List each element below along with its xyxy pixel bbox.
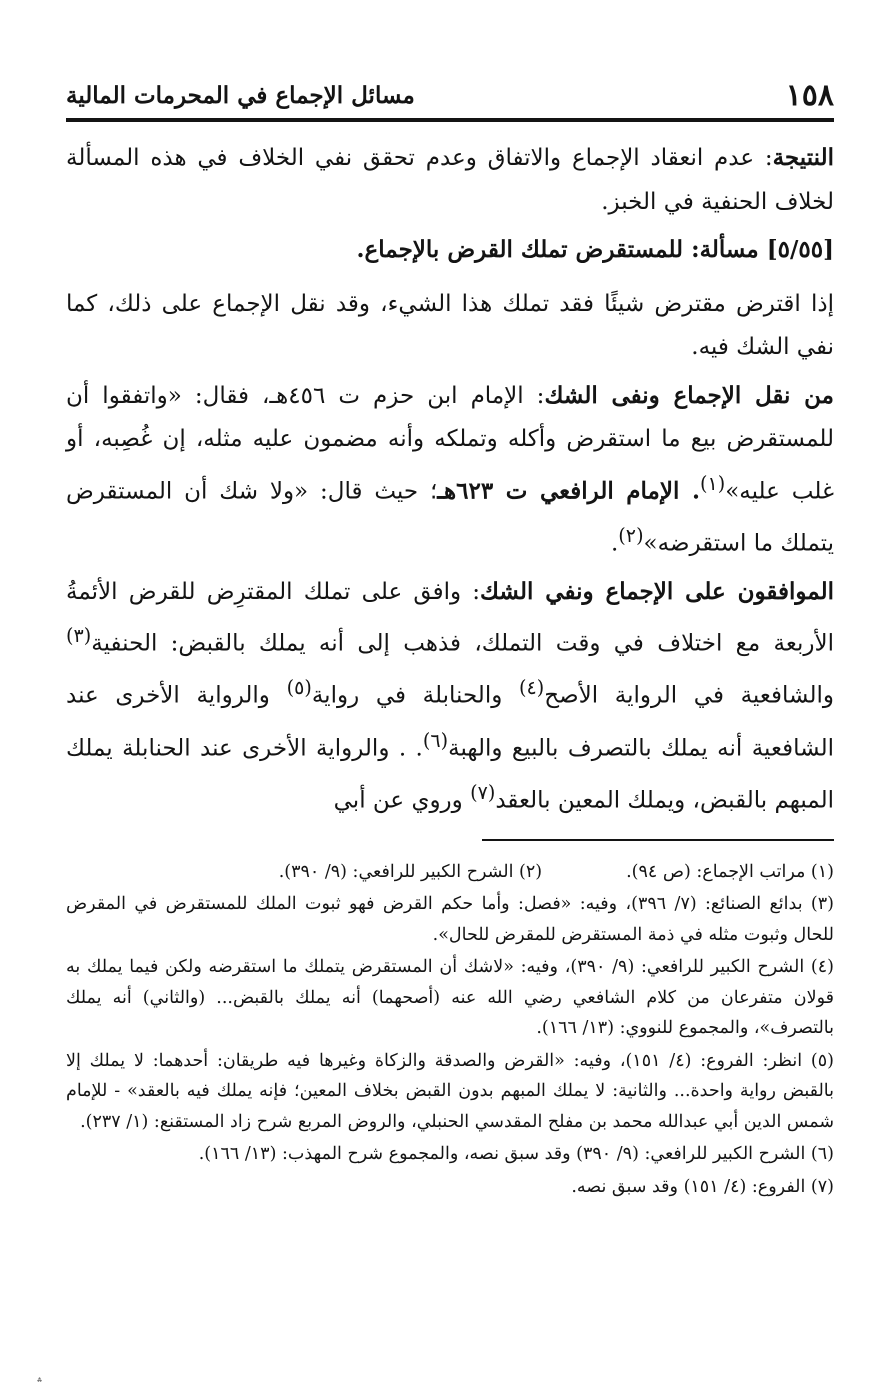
- footnote-ref-5[interactable]: (٥): [286, 676, 312, 700]
- transmitters-text-c: ؛ حيث قال: «ولا شك أن المستقرض يتملك ما استقرضه»: [66, 478, 834, 557]
- page-number: ١٥٨: [785, 78, 834, 113]
- footnote-ref-6[interactable]: (٦): [422, 728, 449, 752]
- paragraph-consensus-transmitters: [66, 374, 834, 566]
- footnote-1: (١) مراتب الإجماع: (ص ٩٤).: [626, 861, 834, 882]
- footnotes: [66, 857, 834, 1203]
- transmitters-end: .: [610, 530, 619, 557]
- footnote-ref-3[interactable]: (٣): [66, 624, 92, 648]
- transmitters-text-a: : الإمام ابن حزم ت ٤٥٦هـ، فقال: «واتفقوا أن للمستقرض بيع ما استقرض وأكله وتملكه وأنه مضمون عليه مثله، إن غُصِبه، أو غلب عليه»: [66, 382, 834, 505]
- paragraph-agreeing-scholars: [66, 570, 834, 823]
- paragraph-intro: إذا اقترض مقترض شيئًا فقد تملك هذا الشيء، وقد نقل الإجماع على ذلك، كما نفي الشك فيه.: [66, 290, 834, 360]
- result-label: النتيجة: [772, 144, 834, 171]
- footnote-5: (٥) انظر: الفروع: (٤/ ١٥١)، وفيه: «القرض والصدقة والزكاة وغيرها فيه طريقان: أحدهما: لا يملك إلا بالقبض رواية واحدة... والثانية: لا يملك المبهم بدون القبض بخلاف المعين؛ فإنه يملك فيه بالعقد» - للإمام شمس الدين أبي عبدالله محمد بن مفلح المقدسي الحنبلي، والروض المربع شرح زاد المستقنع: (١/ ٢٣٧).: [66, 1050, 834, 1132]
- agreeing-label: الموافقون على الإجماع ونفي الشك: [480, 577, 834, 605]
- footnote-6: (٦) الشرح الكبير للرافعي: (٩/ ٣٩٠) وقد سبق نصه، والمجموع شرح المهذب: (١٣/ ١٦٦).: [198, 1144, 834, 1165]
- body-text: [66, 136, 834, 823]
- transmitters-label: من نقل الإجماع ونفى الشك: [544, 381, 834, 409]
- agreeing-text-b: والشافعية في الرواية الأصح: [544, 683, 834, 710]
- result-text: : عدم انعقاد الإجماع والاتفاق وعدم تحقق نفي الخلاف في هذه المسألة لخلاف الحنفية في الخبز.: [66, 145, 834, 215]
- footnote-4: (٤) الشرح الكبير للرافعي: (٩/ ٣٩٠)، وفيه: «لاشك أن المستقرض يتملك ما استقرضه ولكن فيما يملك به قولان متفرعان من كلام الشافعي رضي الله عنه (أصحهما) أنه يملك بالقبض... (والثاني) أنه يملك بالتصرف»، والمجموع للنووي: (١٣/ ١٦٦).: [66, 957, 834, 1039]
- footnote-ref-7[interactable]: (٧): [470, 780, 496, 804]
- footnote-row-1-2: [66, 857, 834, 890]
- footnote-separator: [482, 839, 834, 841]
- agreeing-text-f: وروي عن أبي: [333, 787, 471, 814]
- paragraph-result: [66, 136, 834, 224]
- agreeing-text-e: . . والرواية الأخرى عند الحنابلة يملك المبهم بالقبض، ويملك المعين بالعقد: [66, 735, 834, 814]
- footnote-ref-4[interactable]: (٤): [518, 676, 545, 700]
- agreeing-text-c: والحنابلة في رواية: [311, 683, 519, 710]
- rafii-name: . الإمام الرافعي ت ٦٢٣هـ: [437, 477, 700, 505]
- running-title: مسائل الإجماع في المحرمات المالية: [66, 82, 415, 109]
- footnote-ref-1[interactable]: (١): [699, 471, 726, 495]
- agreeing-text-a: : وافق على تملك المقترِض للقرض الأئمةُ الأربعة مع اختلاف في وقت التملك، فذهب إلى أنه يملك بالقبض: الحنفية: [66, 578, 834, 657]
- header-rule: [66, 118, 834, 122]
- issue-heading: [66, 228, 834, 273]
- footnote-ref-2[interactable]: (٢): [618, 523, 644, 547]
- footnote-3: (٣) بدائع الصنائع: (٧/ ٣٩٦)، وفيه: «فصل: وأما حكم القرض فهو ثبوت الملك للمستقرض في المقرض للحال وثبوت مثله في ذمة المستقرض للمقرض للحال».: [66, 894, 834, 945]
- issue-heading-text: [٥/٥٥] مسألة: للمستقرض تملك القرض بالإجماع.: [356, 236, 834, 263]
- corner-mark: ؞: [36, 1376, 44, 1390]
- agreeing-text-d: والرواية الأخرى عند الشافعية أنه يملك بالتصرف بالبيع والهبة: [66, 683, 834, 762]
- footnote-2: (٢) الشرح الكبير للرافعي: (٩/ ٣٩٠).: [278, 861, 543, 882]
- footnote-7: (٧) الفروع: (٤/ ١٥١) وقد سبق نصه.: [571, 1176, 834, 1197]
- page-header: [66, 72, 834, 116]
- book-page: [66, 72, 834, 1204]
